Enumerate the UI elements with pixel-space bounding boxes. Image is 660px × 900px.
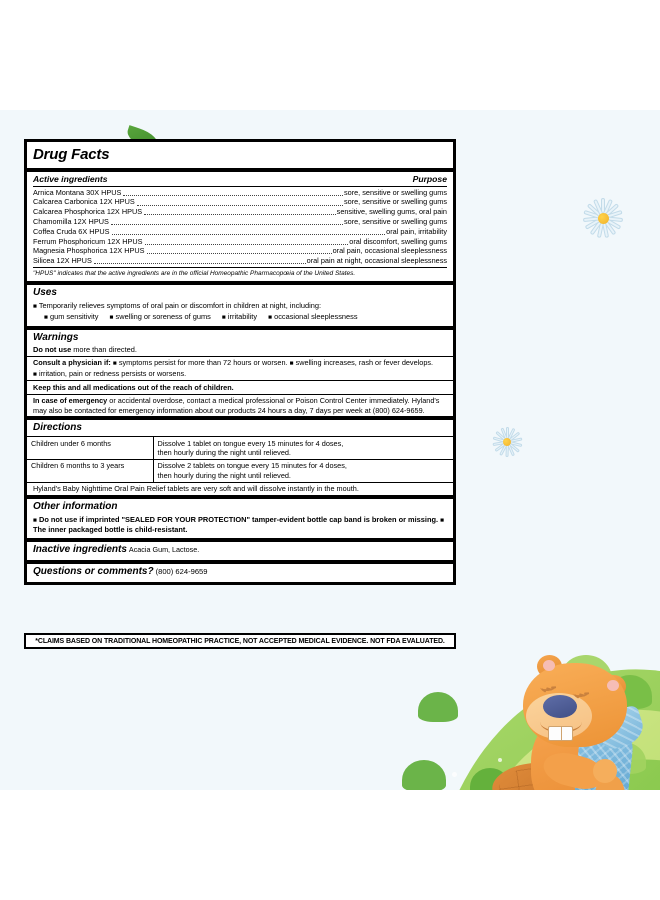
claims-text: *CLAIMS BASED ON TRADITIONAL HOMEOPATHIC PRACTICE, NOT ACCEPTED MEDICAL EVIDENCE. NOT FDA EVALUATED. [35,637,445,645]
beaver-ear-inner-left [543,660,555,671]
warnings-heading: Warnings [33,331,79,343]
list-item [44,312,98,321]
other-info-item-1: Do not use if imprinted "SEALED FOR YOUR PROTECTION" tamper-evident bottle cap band is broken or missing. [39,515,439,525]
ingredient-name: Calcarea Phosphorica 12X HPUS [33,207,143,217]
directions-age-group: Children under 6 months [27,437,153,460]
bush-shape [402,760,446,790]
do-not-use-bold: Do not use [33,345,72,355]
table-row [27,459,453,481]
directions-age-group: Children 6 months to 3 years [27,459,153,481]
warning-do-not-use [33,345,447,354]
section-inactive-ingredients [27,542,453,560]
ingredient-row [33,188,447,198]
square-bullet-icon: ■ [440,517,445,525]
beaver-eyelash [584,692,589,694]
hpus-footnote: "HPUS" indicates that the active ingredients are in the official Homeopathic Pharmacopœia of the United States. [33,267,447,278]
ingredient-row [33,227,447,237]
square-bullet-icon: ■ [268,314,273,322]
consult-item-2: swelling increases, rash or fever develops. [295,358,434,368]
leader-dots [144,214,336,215]
leader-dots [137,205,343,206]
beaver-eyelash [551,686,556,688]
daisy-center [598,213,609,224]
ingredient-row [33,256,447,266]
ingredient-purpose: oral pain, irritability [386,226,447,236]
list-item [222,312,257,321]
section-active-ingredients [27,172,453,281]
ingredient-name: Calcarea Carbonica 12X HPUS [33,197,135,207]
uses-heading: Uses [33,287,57,299]
dose-line-2: then hourly during the night until relieved. [157,448,291,458]
dose-line-2: then hourly during the night until relieved. [157,470,291,480]
square-bullet-icon: ■ [44,314,48,322]
other-information-body [33,515,447,535]
uses-symptom-list [33,312,447,322]
page-title: Drug Facts [33,146,110,163]
list-item [268,312,357,321]
consult-item-1: symptoms persist for more than 72 hours or worsen. [118,358,288,368]
square-bullet-icon: ■ [112,360,117,368]
square-bullet-icon: ■ [221,314,226,322]
ingredient-name: Arnica Montana 30X HPUS [33,187,122,197]
drug-facts-title-bar [27,142,453,168]
warning-keep-out-of-reach: Keep this and all medications out of the reach of children. [33,382,234,392]
ingredient-purpose: sensitive, swelling gums, oral pain [336,207,447,217]
uses-item-label: occasional sleeplessness [274,312,358,322]
do-not-use-rest: more than directed. [71,345,137,355]
square-bullet-icon: ■ [33,302,37,310]
section-directions-heading [27,420,453,435]
beaver-paw [593,759,617,783]
leader-dots [147,253,332,254]
ingredient-purpose: oral discomfort, swelling gums [349,236,447,246]
square-bullet-icon: ■ [109,314,114,322]
daisy-center [503,438,511,446]
uses-item-label: irritability [227,312,258,322]
questions-phone: (800) 624-9659 [155,566,208,576]
section-uses [27,285,453,325]
square-bullet-icon: ■ [33,517,37,525]
other-information-heading: Other information [33,501,118,513]
col-purpose: Purpose [412,174,447,185]
ingredient-purpose: sore, sensitive or swelling gums [343,216,447,226]
active-ingredients-header [33,174,447,187]
warning-consult-physician [27,357,453,381]
ingredient-name: Coffea Cruda 6X HPUS [33,226,110,236]
dose-line-1: Dissolve 2 tablets on tongue every 15 minutes for 4 doses, [157,461,347,471]
directions-heading: Directions [33,422,82,434]
directions-dose [153,437,453,460]
consult-item-3: irritation, pain or redness persists or worsens. [38,368,187,378]
beaver-ear-inner-right [607,680,619,691]
uses-item-label: swelling or soreness of gums [115,312,211,322]
directions-dose [153,459,453,481]
uses-main-line [33,301,447,311]
directions-footer: Hyland's Baby Nighttime Oral Pain Relief tablets are very soft and will dissolve instantly in the mouth. [27,482,453,496]
ingredient-name: Ferrum Phosphoricum 12X HPUS [33,236,143,246]
bush-shape [418,692,458,722]
col-active-ingredients: Active ingredients [33,174,108,185]
ingredient-row [33,207,447,217]
beaver-teeth [548,726,573,741]
warning-emergency [27,395,453,417]
ingredient-row [33,237,447,247]
leader-dots [145,244,349,245]
ingredient-row [33,217,447,227]
grass-speck [452,772,457,777]
ingredient-row [33,197,447,207]
uses-main-text: Temporarily relieves symptoms of oral pain or discomfort in children at night, including: [38,300,322,310]
emergency-label: In case of emergency [33,396,108,406]
ingredient-name: Chamomilla 12X HPUS [33,216,109,226]
ingredient-row [33,246,447,256]
section-questions [27,564,453,582]
drug-facts-panel [24,139,456,585]
square-bullet-icon: ■ [289,360,294,368]
uses-item-label: gum sensitivity [50,312,99,322]
inactive-ingredients-heading: Inactive ingredients [33,543,127,555]
ingredient-purpose: oral pain at night, occasional sleeplessness [306,256,447,266]
other-info-item-2: The inner packaged bottle is child-resistant. [33,525,188,535]
list-item [110,312,211,321]
beaver-character [495,655,660,790]
claims-disclaimer-box [24,633,456,649]
questions-heading: Questions or comments? [33,565,154,577]
table-row [27,437,453,460]
square-bullet-icon: ■ [33,370,37,378]
beaver-nose [543,695,577,718]
daisy-flower [580,195,626,241]
ingredient-name: Silicea 12X HPUS [33,256,92,266]
inactive-ingredients-value: Acacia Gum, Lactose. [128,544,200,554]
leader-dots [112,234,386,235]
directions-table [27,436,453,481]
dose-line-1: Dissolve 1 tablet on tongue every 15 minutes for 4 doses, [157,438,344,448]
ingredient-purpose: sore, sensitive or swelling gums [343,187,447,197]
ingredient-purpose: sore, sensitive or swelling gums [343,197,447,207]
emergency-text: or accidental overdose, contact a medical professional or Poison Control Center immediately. Hyland's may also be contacted for emergency information about our products 24 hours a day, 7 days per week at (800) 624-9659. [33,396,440,415]
daisy-flower [490,425,524,459]
leader-dots [111,224,343,225]
ingredient-name: Magnesia Phosphorica 12X HPUS [33,246,145,256]
consult-physician-label: Consult a physician if: [33,358,111,368]
section-warnings-heading [27,330,453,356]
ingredient-purpose: oral pain, occasional sleeplessness [332,246,447,256]
leader-dots [123,195,343,196]
leader-dots [94,263,306,264]
section-other-information [27,499,453,538]
